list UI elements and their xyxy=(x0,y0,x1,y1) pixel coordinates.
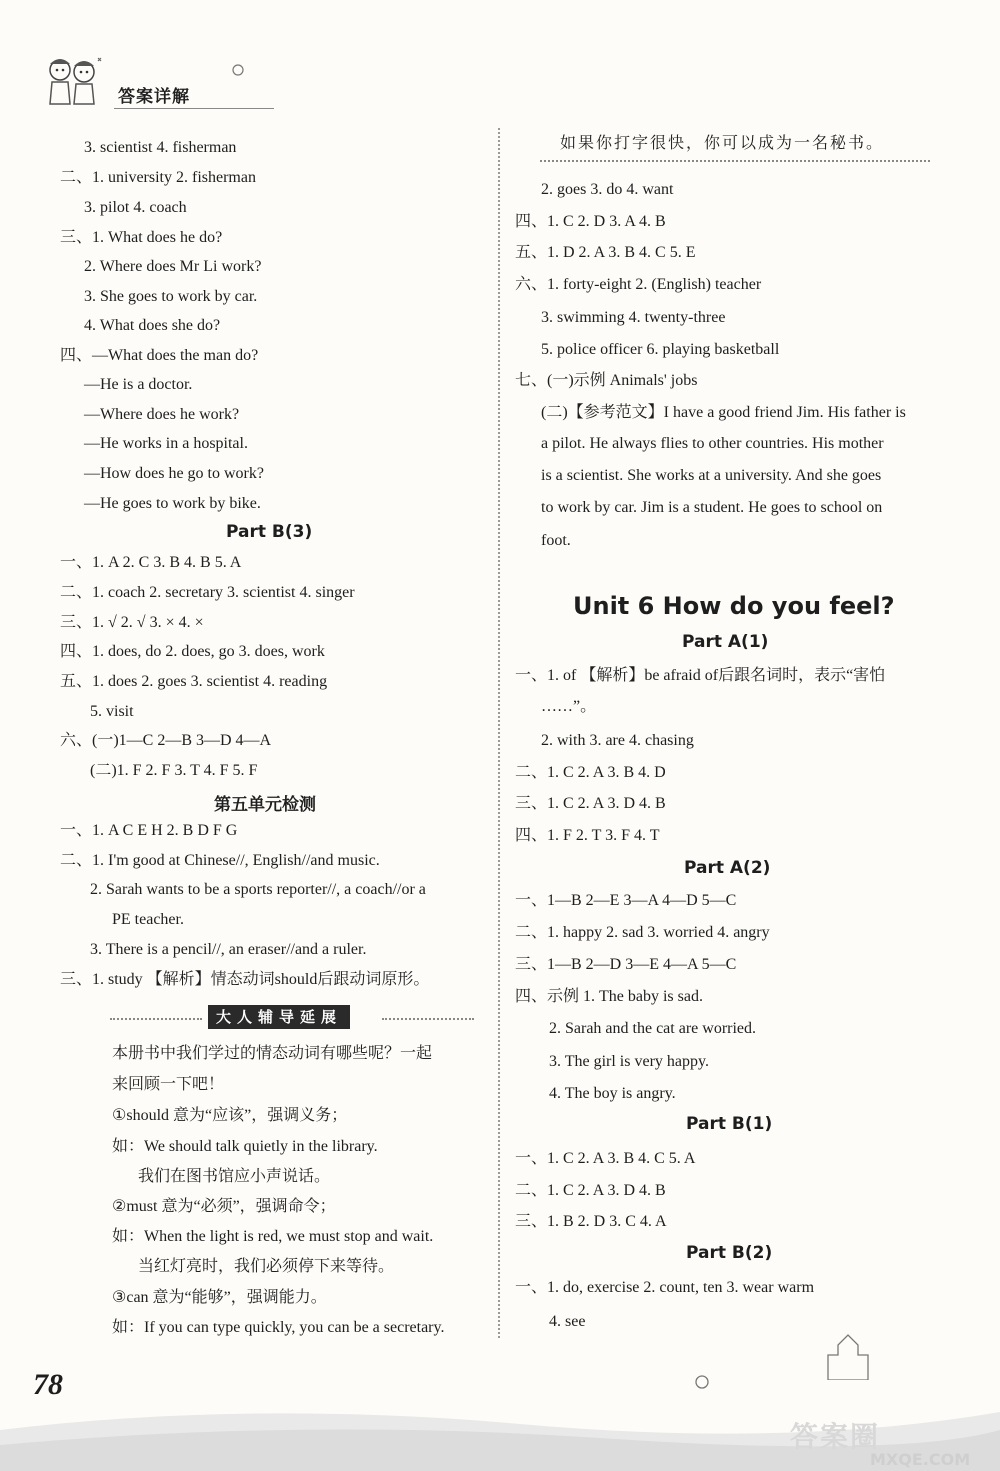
answer-line: 二、1. C 2. A 3. B 4. D xyxy=(515,764,666,781)
dotted-rule xyxy=(110,1018,202,1020)
answer-line: (二)1. F 2. F 3. T 4. F 5. F xyxy=(90,762,258,779)
extension-line: 如：If you can type quickly, you can be a secretary. xyxy=(112,1319,445,1336)
answer-line: 四、1. does, do 2. does, go 3. does, work xyxy=(60,643,325,660)
doodle-icon xyxy=(228,62,248,78)
answer-line: 六、(一)1—C 2—B 3—D 4—A xyxy=(60,732,272,749)
answer-line: 三、1. What does he do? xyxy=(60,229,223,246)
answer-line: ……”。 xyxy=(541,698,597,715)
dotted-rule xyxy=(382,1018,474,1020)
header-motto: 如果你打字很快，你可以成为一名秘书。 xyxy=(560,135,885,152)
answer-line: 3. pilot 4. coach xyxy=(84,199,187,216)
answer-line: 3. There is a pencil//, an eraser//and a ruler. xyxy=(90,941,367,958)
extension-line: 我们在图书馆应小声说话。 xyxy=(138,1168,331,1185)
answer-line: 三、1. study 【解析】情态动词should后跟动词原形。 xyxy=(60,971,430,988)
answer-line: 二、1. university 2. fisherman xyxy=(60,169,256,186)
answer-line: PE teacher. xyxy=(112,911,184,928)
watermark-logo: 答案圈 xyxy=(790,1420,881,1453)
answer-line: 三、1—B 2—D 3—E 4—A 5—C xyxy=(515,956,737,973)
answer-line: 三、1. B 2. D 3. C 4. A xyxy=(515,1213,667,1230)
extension-line: 来回顾一下吧！ xyxy=(112,1076,225,1093)
answer-line: —He works in a hospital. xyxy=(84,435,248,452)
answer-line: 五、1. does 2. goes 3. scientist 4. reading xyxy=(60,673,328,690)
answer-line: 3. swimming 4. twenty-three xyxy=(541,309,726,326)
answer-line: 二、1. C 2. A 3. D 4. B xyxy=(515,1182,666,1199)
answer-line: 三、1. √ 2. √ 3. × 4. × xyxy=(60,614,204,631)
answer-line: 四、1. C 2. D 3. A 4. B xyxy=(515,213,666,230)
answer-line: 二、1. happy 2. sad 3. worried 4. angry xyxy=(515,924,770,941)
answer-line: is a scientist. She works at a university. And she goes xyxy=(541,467,882,484)
section-heading: Part A(1) xyxy=(682,632,769,652)
answer-line: 四、—What does the man do? xyxy=(60,347,259,364)
answer-line: 4. The boy is angry. xyxy=(549,1085,676,1102)
answer-line: 3. She goes to work by car. xyxy=(84,288,258,305)
answer-line: 5. police officer 6. playing basketball xyxy=(541,341,780,358)
answer-line: (二)【参考范文】I have a good friend Jim. His father is xyxy=(541,404,906,421)
extension-line: ②must 意为“必须”，强调命令； xyxy=(112,1198,336,1215)
answer-line: 一、1. of 【解析】be afraid of后跟名词时，表示“害怕 xyxy=(515,667,886,684)
section-heading: Part B(1) xyxy=(686,1114,773,1134)
answer-line: —Where does he work? xyxy=(84,406,240,423)
answer-line: 一、1—B 2—E 3—A 4—D 5—C xyxy=(515,892,737,909)
cartoon-kids-icon xyxy=(38,52,110,108)
answer-line: 五、1. D 2. A 3. B 4. C 5. E xyxy=(515,244,696,261)
answer-line: 4. see xyxy=(549,1313,586,1330)
answer-line: 2. Sarah and the cat are worried. xyxy=(549,1020,757,1037)
section-heading: Part A(2) xyxy=(684,858,771,878)
header-title: 答案详解 xyxy=(118,87,190,107)
answer-line: 七、(一)示例 Animals' jobs xyxy=(515,372,698,389)
section-heading: Part B(2) xyxy=(686,1243,773,1263)
answer-line: 四、示例 1. The baby is sad. xyxy=(515,988,703,1005)
answer-line: 2. with 3. are 4. chasing xyxy=(541,732,694,749)
extension-label: 大人辅导延展 xyxy=(208,1005,350,1029)
answer-line: 5. visit xyxy=(90,703,134,720)
answer-line: 六、1. forty-eight 2. (English) teacher xyxy=(515,276,762,293)
answer-line: 三、1. C 2. A 3. D 4. B xyxy=(515,795,666,812)
answer-line: 二、1. coach 2. secretary 3. scientist 4. singer xyxy=(60,584,355,601)
castle-icon xyxy=(818,1330,878,1380)
answer-line: —He goes to work by bike. xyxy=(84,495,261,512)
extension-line: 当红灯亮时，我们必须停下来等待。 xyxy=(138,1258,395,1275)
answer-line: 2. goes 3. do 4. want xyxy=(541,181,674,198)
extension-line: ①should 意为“应该”，强调义务； xyxy=(112,1107,348,1124)
section-heading: 第五单元检测 xyxy=(214,795,316,815)
answer-line: —He is a doctor. xyxy=(84,376,193,393)
answer-line: a pilot. He always flies to other countries. His mother xyxy=(541,435,884,452)
column-divider xyxy=(498,128,500,1338)
answer-line: to work by car. Jim is a student. He goes to school on xyxy=(541,499,883,516)
answer-line: 一、1. C 2. A 3. B 4. C 5. A xyxy=(515,1150,696,1167)
extension-line: 如：We should talk quietly in the library. xyxy=(112,1138,378,1155)
answer-line: 2. Sarah wants to be a sports reporter//, a coach//or a xyxy=(90,881,426,898)
extension-line: ③can 意为“能够”，强调能力。 xyxy=(112,1289,327,1306)
answer-line: 3. The girl is very happy. xyxy=(549,1053,709,1070)
section-heading: Part B(3) xyxy=(226,522,313,542)
unit-title: Unit 6 How do you feel? xyxy=(573,592,895,620)
page-number: 78 xyxy=(33,1368,63,1401)
extension-title xyxy=(110,1005,490,1031)
answer-line: 一、1. do, exercise 2. count, ten 3. wear warm xyxy=(515,1279,815,1296)
watermark-url: MXQE.COM xyxy=(870,1450,971,1469)
dotted-rule xyxy=(540,160,930,162)
flower-icon xyxy=(690,1372,714,1392)
answer-line: 一、1. A 2. C 3. B 4. B 5. A xyxy=(60,554,242,571)
header-rule xyxy=(114,108,274,109)
answer-line: foot. xyxy=(541,532,571,549)
answer-line: 4. What does she do? xyxy=(84,317,221,334)
answer-line: 2. Where does Mr Li work? xyxy=(84,258,262,275)
answer-line: 一、1. A C E H 2. B D F G xyxy=(60,822,238,839)
extension-line: 如：When the light is red, we must stop and wait. xyxy=(112,1228,434,1245)
answer-line: 二、1. I'm good at Chinese//, English//and music. xyxy=(60,852,380,869)
extension-line: 本册书中我们学过的情态动词有哪些呢？一起 xyxy=(112,1045,433,1062)
answer-line: —How does he go to work? xyxy=(84,465,264,482)
answer-line: 3. scientist 4. fisherman xyxy=(84,139,237,156)
answer-line: 四、1. F 2. T 3. F 4. T xyxy=(515,827,660,844)
